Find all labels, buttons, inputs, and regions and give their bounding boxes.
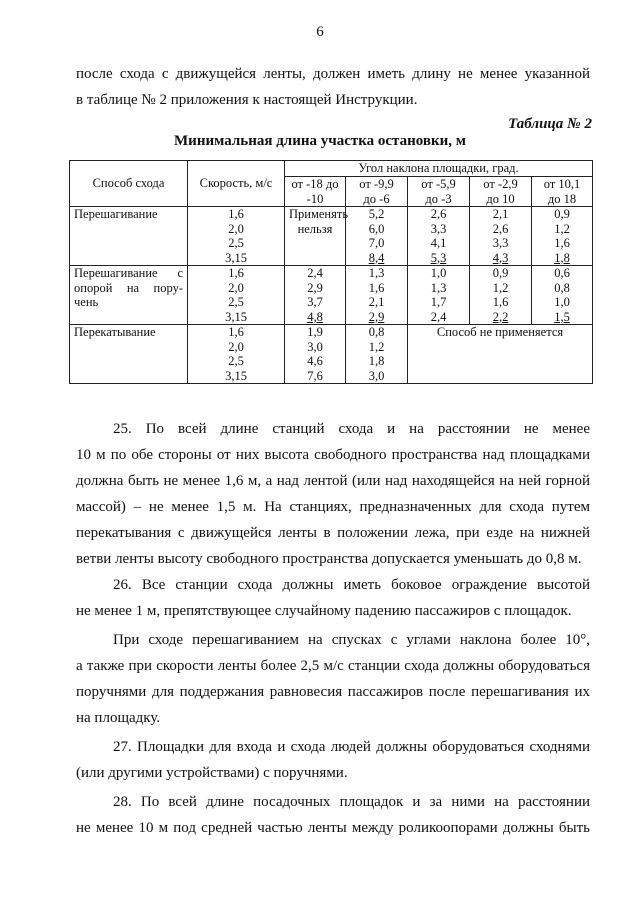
text-line: не менее 10 м под средней частью ленты между роликоопорами должны быть bbox=[76, 820, 590, 836]
header-angle: от -2,9 до 10 bbox=[470, 177, 532, 207]
text-line: поручнями для поддержания равновесия пассажиров после перешагивания их bbox=[76, 684, 590, 700]
value-cell: Применять нельзя bbox=[285, 207, 346, 266]
paragraph-25 bbox=[76, 416, 590, 572]
paragraph-26 bbox=[76, 572, 590, 624]
not-applicable-cell: Способ не применяется bbox=[408, 325, 593, 384]
method-cell: Перекатывание bbox=[70, 325, 188, 384]
intro-paragraph bbox=[76, 61, 590, 113]
table-row bbox=[70, 207, 593, 266]
table-title: Минимальная длина участка остановки, м bbox=[174, 133, 466, 149]
value-cell: 2,1 2,6 3,3 4,3 bbox=[470, 207, 532, 266]
table-row bbox=[70, 266, 593, 325]
text-line: При сходе перешагиванием на спусках с углами наклона более 10°, bbox=[113, 632, 590, 648]
header-angle: от 10,1 до 18 bbox=[532, 177, 593, 207]
value-cell: 1,9 3,0 4,6 7,6 bbox=[285, 325, 346, 384]
table-row bbox=[70, 325, 593, 384]
value-cell: 0,9 1,2 1,6 2,2 bbox=[470, 266, 532, 325]
text-line: 27. Площадки для входа и схода людей должны оборудоваться сходнями bbox=[113, 739, 590, 755]
speed-cell: 1,6 2,0 2,5 3,15 bbox=[188, 266, 285, 325]
paragraph-27 bbox=[76, 734, 590, 786]
header-row bbox=[70, 161, 593, 177]
text-line: массой) – не менее 1,5 м. На станциях, предназначенных для схода путем bbox=[76, 499, 590, 515]
value-cell: 0,6 0,8 1,0 1,5 bbox=[532, 266, 593, 325]
table-label: Таблица № 2 bbox=[508, 116, 592, 132]
text-line: в таблице № 2 приложения к настоящей Инструкции. bbox=[76, 92, 418, 108]
value-cell: 2,4 2,9 3,7 4,8 bbox=[285, 266, 346, 325]
header-method: Способ схода bbox=[70, 161, 188, 207]
text-line: 26. Все станции схода должны иметь боковое ограждение высотой bbox=[113, 577, 590, 593]
speed-cell: 1,6 2,0 2,5 3,15 bbox=[188, 325, 285, 384]
header-speed: Скорость, м/с bbox=[188, 161, 285, 207]
text-line: 10 м по обе стороны от них высота свободного пространства над площадками bbox=[76, 447, 590, 463]
header-angle: от -18 до -10 bbox=[285, 177, 346, 207]
value-cell: 0,9 1,2 1,6 1,8 bbox=[532, 207, 593, 266]
speed-cell: 1,6 2,0 2,5 3,15 bbox=[188, 207, 285, 266]
paragraph-handrails bbox=[76, 627, 590, 731]
value-cell: 2,6 3,3 4,1 5,3 bbox=[408, 207, 470, 266]
text-line: а также при скорости ленты более 2,5 м/с станции схода должны оборудоваться bbox=[76, 658, 590, 674]
method-cell: Перешагивание с опорой на пору- чень bbox=[70, 266, 188, 325]
min-length-table bbox=[69, 160, 593, 384]
text-line: не менее 1 м, препятствующее случайному падению пассажиров с площадок. bbox=[76, 603, 572, 619]
page-number: 6 bbox=[316, 24, 324, 40]
text-line: 28. По всей длине посадочных площадок и за ними на расстоянии bbox=[113, 794, 590, 810]
text-line: на площадку. bbox=[76, 710, 161, 726]
text-line: перекатывания с движущейся ленты в положении лежа, при езде на нижней bbox=[76, 525, 590, 541]
header-angle: от -9,9 до -6 bbox=[346, 177, 408, 207]
text-line: должна быть не менее 1,6 м, а над лентой (или над находящейся на ней горной bbox=[76, 473, 590, 489]
header-angle-group: Угол наклона площадки, град. bbox=[285, 161, 593, 177]
text-line: 25. По всей длине станций схода и на расстоянии не менее bbox=[113, 421, 590, 437]
value-cell: 5,2 6,0 7,0 8,4 bbox=[346, 207, 408, 266]
value-cell: 1,3 1,6 2,1 2,9 bbox=[346, 266, 408, 325]
text-line: после схода с движущейся ленты, должен иметь длину не менее указанной bbox=[76, 66, 590, 82]
text-line: ветви ленты высоту свободного пространства допускается уменьшать до 0,8 м. bbox=[76, 551, 582, 567]
value-cell: 0,8 1,2 1,8 3,0 bbox=[346, 325, 408, 384]
text-line: (или другими устройствами) с поручнями. bbox=[76, 765, 348, 781]
header-angle: от -5,9 до -3 bbox=[408, 177, 470, 207]
value-cell: 1,0 1,3 1,7 2,4 bbox=[408, 266, 470, 325]
method-cell: Перешагивание bbox=[70, 207, 188, 266]
paragraph-28 bbox=[76, 789, 590, 841]
